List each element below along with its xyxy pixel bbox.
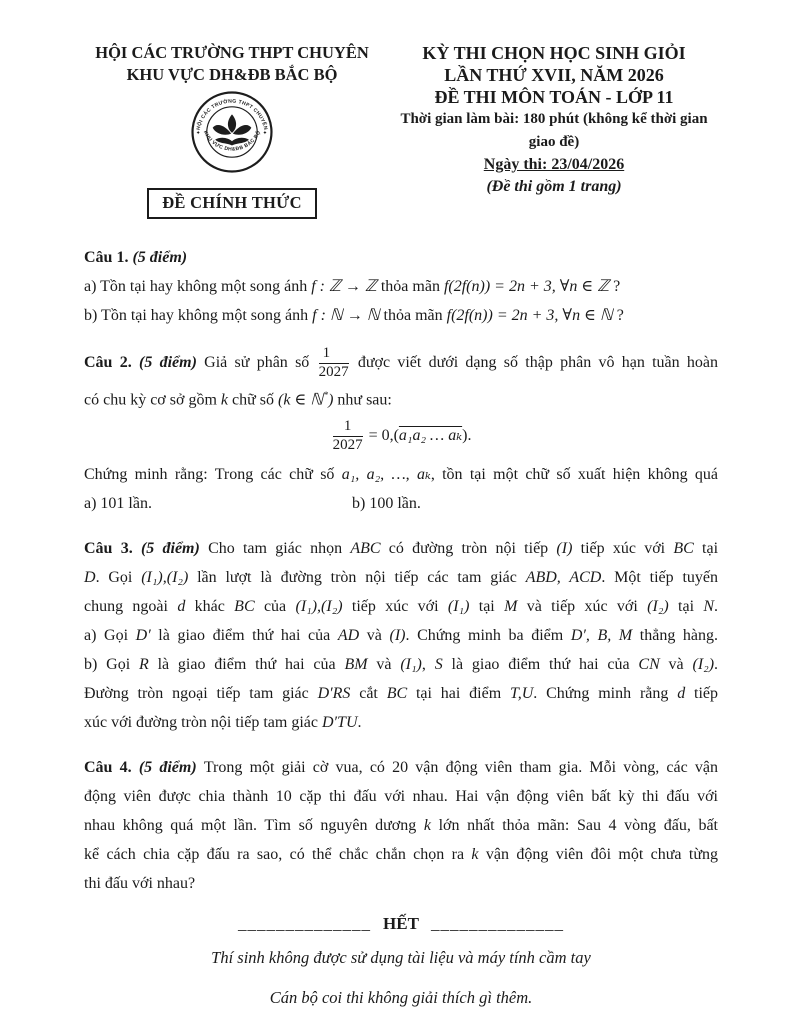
text-line <box>84 650 718 679</box>
text-line <box>84 346 718 381</box>
text-segment: T,U <box>509 685 534 703</box>
text-segment: chữ số <box>228 390 279 408</box>
text-segment: và <box>367 656 401 674</box>
text-segment: d <box>177 598 186 616</box>
header-left <box>84 42 380 219</box>
text-segment: thỏa mãn <box>376 278 444 295</box>
text-segment: tiếp <box>685 685 719 703</box>
text-segment: có chu kỳ cơ sở gồm <box>84 390 221 408</box>
text-segment: D′, B, M <box>570 627 633 645</box>
text-segment: (k ∈ ℕ <box>278 390 324 408</box>
text-segment: của <box>254 598 296 616</box>
text-line <box>84 811 718 840</box>
text-segment: Câu 2. <box>84 353 139 371</box>
text-segment: (I₁) <box>400 656 422 674</box>
end-rule-right: ______________ <box>430 914 564 934</box>
text-segment: f(2f(n)) = 2n + 3, ∀n ∈ ℕ <box>446 307 613 324</box>
text-segment: thi đấu với nhau? <box>84 875 196 893</box>
text-segment: khác <box>185 598 235 616</box>
official-exam-badge <box>147 188 317 219</box>
text-segment: ? <box>612 307 624 324</box>
text-segment: (I₁),(I₂) <box>141 569 189 587</box>
text-line <box>84 840 718 869</box>
text-line <box>84 272 718 301</box>
text-segment: là giao điểm thứ hai của <box>148 656 345 674</box>
fraction: $\frac{1}{2027}$ <box>332 417 363 453</box>
text-segment: Trong một giải cờ vua, có 20 vận động viên tham gia. Mỗi vòng, các vận <box>203 759 719 777</box>
text-segment: có đường tròn nội tiếp <box>380 540 557 558</box>
text-segment: N <box>703 598 715 616</box>
text-segment: ABC <box>350 540 381 558</box>
text-segment: Câu 1. <box>84 249 133 266</box>
end-rule-left: ______________ <box>238 914 372 934</box>
text-segment: (5 điểm) <box>138 759 204 777</box>
text-segment: AD <box>337 627 360 645</box>
end-label: HẾT <box>383 914 419 934</box>
organization-name-line2: KHU VỰC DH&ĐB BẮC BỘ <box>126 65 338 84</box>
header <box>84 42 718 219</box>
text-segment: cắt <box>350 685 387 703</box>
text-segment: a) Tồn tại hay không một song ánh <box>84 278 312 295</box>
logo-rim-top-text: HỘI CÁC TRƯỜNG THPT CHUYÊN <box>195 98 269 131</box>
text-segment: ). <box>462 426 472 444</box>
text-segment: M <box>504 598 518 616</box>
text-segment: , <box>421 656 435 674</box>
text-line <box>84 869 718 898</box>
text-segment: BC <box>673 540 694 558</box>
text-segment: = 0,( <box>364 426 399 444</box>
text-segment: D′ <box>135 627 151 645</box>
text-segment: ABD, ACD <box>525 569 602 587</box>
text-segment: và <box>359 627 390 645</box>
text-segment: . <box>714 656 719 674</box>
text-segment: động viên được chia thành 10 cặp thi đấu với nhau. Hai vận động viên bất kỳ thi đấu với <box>84 788 718 806</box>
text-segment: Đường tròn ngoại tiếp tam giác <box>84 685 318 703</box>
text-segment: D <box>84 569 96 587</box>
exam-date: Ngày thi: 23/04/2026 <box>483 156 625 173</box>
exam-body <box>84 243 718 898</box>
text-line <box>84 419 718 454</box>
text-segment: là giao điểm thứ hai của <box>150 627 338 645</box>
logo-emblem-leaves-book-icon <box>213 114 252 145</box>
text-line <box>84 460 718 489</box>
exam-subject-line: ĐỀ THI MÔN TOÁN - LỚP 11 <box>434 87 674 107</box>
text-segment: Chứng minh rằng: Trong các chữ số <box>84 466 342 484</box>
text-line <box>84 381 718 414</box>
problem-3 <box>84 534 718 737</box>
text-segment: nhau không quá một lần. Tìm số nguyên dương <box>84 817 424 835</box>
text-segment: k <box>423 817 431 835</box>
exam-duration: Thời gian làm bài: 180 phút (không kể thời gian giao đề) <box>400 111 708 150</box>
text-segment: S <box>434 656 443 674</box>
exam-pages-note: (Đề thi gồm 1 trang) <box>486 178 622 195</box>
text-segment: a₁, a₂, …, aₖ <box>341 466 431 484</box>
text-segment: và <box>659 656 693 674</box>
text-segment: . Chứng minh rằng <box>533 685 678 703</box>
text-segment: b) Gọi <box>84 656 139 674</box>
text-segment: * <box>323 389 329 401</box>
text-segment: . <box>357 714 362 732</box>
text-segment: ? <box>609 278 621 295</box>
text-segment: k <box>471 846 479 864</box>
text-segment: thỏa mãn <box>379 307 447 324</box>
text-segment: lớn nhất thỏa mãn: Sau 4 vòng đấu, bất <box>430 817 718 835</box>
text-segment: a) 101 lần. <box>84 495 152 513</box>
text-line <box>84 621 718 650</box>
text-line <box>84 489 718 518</box>
text-segment: xúc với đường tròn nội tiếp tam giác <box>84 714 322 732</box>
problem-4 <box>84 753 718 898</box>
text-segment: là giao điểm thứ hai của <box>442 656 639 674</box>
exam-title-line1: KỲ THI CHỌN HỌC SINH GIỎI <box>422 43 686 63</box>
text-segment: . Chứng minh ba điểm <box>405 627 571 645</box>
text-line <box>84 679 718 708</box>
text-segment: ) <box>328 390 334 408</box>
text-segment: (I) <box>556 540 573 558</box>
text-line <box>84 243 718 272</box>
text-segment: tiếp xúc với <box>572 540 674 558</box>
text-segment: Câu 3. <box>84 540 141 558</box>
problem-2 <box>84 346 718 518</box>
text-segment: được viết dưới dạng số thập phân vô hạn tuần hoàn <box>350 353 719 371</box>
text-segment: (I₁),(I₂) <box>295 598 343 616</box>
text-line <box>84 563 718 592</box>
text-segment: và tiếp xúc với <box>517 598 648 616</box>
text-segment: , tồn tại một chữ số xuất hiện không quá <box>430 466 718 484</box>
text-segment: f(2f(n)) = 2n + 3, ∀n ∈ ℤ <box>443 278 610 295</box>
text-segment: (I₂) <box>647 598 669 616</box>
text-segment: d <box>677 685 686 703</box>
text-segment: Câu 4. <box>84 759 139 777</box>
text-segment: Cho tam giác nhọn <box>208 540 351 558</box>
text-segment: R <box>138 656 149 674</box>
school-seal-logo <box>190 90 274 174</box>
logo-star-right-icon: ✦ <box>262 130 268 137</box>
exam-title-line2: LẦN THỨ XVII, NĂM 2026 <box>444 65 664 85</box>
fraction: $\frac{1}{2027}$ <box>318 345 349 380</box>
text-segment: (5 điểm) <box>140 540 209 558</box>
text-segment: . <box>714 598 719 616</box>
text-segment: f : ℤ → ℤ <box>311 278 377 295</box>
text-segment: tại <box>469 598 505 616</box>
text-segment: (5 điểm) <box>132 249 188 266</box>
text-segment: a) Gọi <box>84 627 136 645</box>
footer <box>84 914 718 1008</box>
text-line <box>84 592 718 621</box>
text-segment: chung ngoài <box>84 598 178 616</box>
text-segment: (I) <box>389 627 406 645</box>
text-segment: BM <box>344 656 368 674</box>
text-segment: D′RS <box>317 685 351 703</box>
text-line <box>84 708 718 737</box>
logo-star-left-icon: ✦ <box>195 130 201 137</box>
text-line <box>84 782 718 811</box>
footer-note-proctors: Cán bộ coi thi không giải thích gì thêm. <box>269 988 533 1008</box>
text-segment: vận động viên đôi một chưa từng <box>478 846 718 864</box>
text-line <box>84 753 718 782</box>
text-segment: CN <box>638 656 660 674</box>
text-line <box>84 301 718 330</box>
text-segment: k <box>220 390 229 408</box>
footer-note-materials: Thí sinh không được sử dụng tài liệu và máy tính cầm tay <box>211 948 591 968</box>
text-segment: tại hai điểm <box>407 685 510 703</box>
text-segment: tại <box>693 540 719 558</box>
text-segment: (5 điểm) <box>138 353 205 371</box>
text-segment: a₁a₂ … aₖ <box>398 426 463 444</box>
organization-name-line1: HỘI CÁC TRƯỜNG THPT CHUYÊN <box>95 43 369 62</box>
text-segment: (I₂) <box>692 656 715 674</box>
text-segment: thẳng hàng. <box>632 627 719 645</box>
text-segment: BC <box>386 685 408 703</box>
text-segment: như sau: <box>333 390 392 408</box>
problem-1 <box>84 243 718 330</box>
text-segment: BC <box>234 598 255 616</box>
text-segment: f : ℕ → ℕ <box>312 307 380 324</box>
text-segment: Giả sử phân số <box>204 353 317 371</box>
text-segment: tiếp xúc với <box>342 598 448 616</box>
text-segment: kể cách chia cặp đấu ra sao, có thể chắc chắn chọn ra <box>84 846 472 864</box>
text-line <box>84 534 718 563</box>
text-segment: D′TU <box>322 714 358 732</box>
text-segment: lần lượt là đường tròn nội tiếp các tam giác <box>188 569 526 587</box>
text-segment: . Gọi <box>95 569 142 587</box>
official-exam-label: ĐỀ CHÍNH THỨC <box>162 193 302 212</box>
text-segment: b) Tồn tại hay không một song ánh <box>84 307 313 324</box>
text-segment: b) 100 lần. <box>351 495 421 513</box>
header-right <box>380 42 718 219</box>
text-segment: tại <box>668 598 704 616</box>
text-segment: . Một tiếp tuyến <box>601 569 719 587</box>
logo-rim-bottom-text: KHU VỰC DH&ĐB BẮC BỘ <box>201 129 263 153</box>
text-segment: (I₁) <box>447 598 470 616</box>
end-line <box>84 914 718 934</box>
